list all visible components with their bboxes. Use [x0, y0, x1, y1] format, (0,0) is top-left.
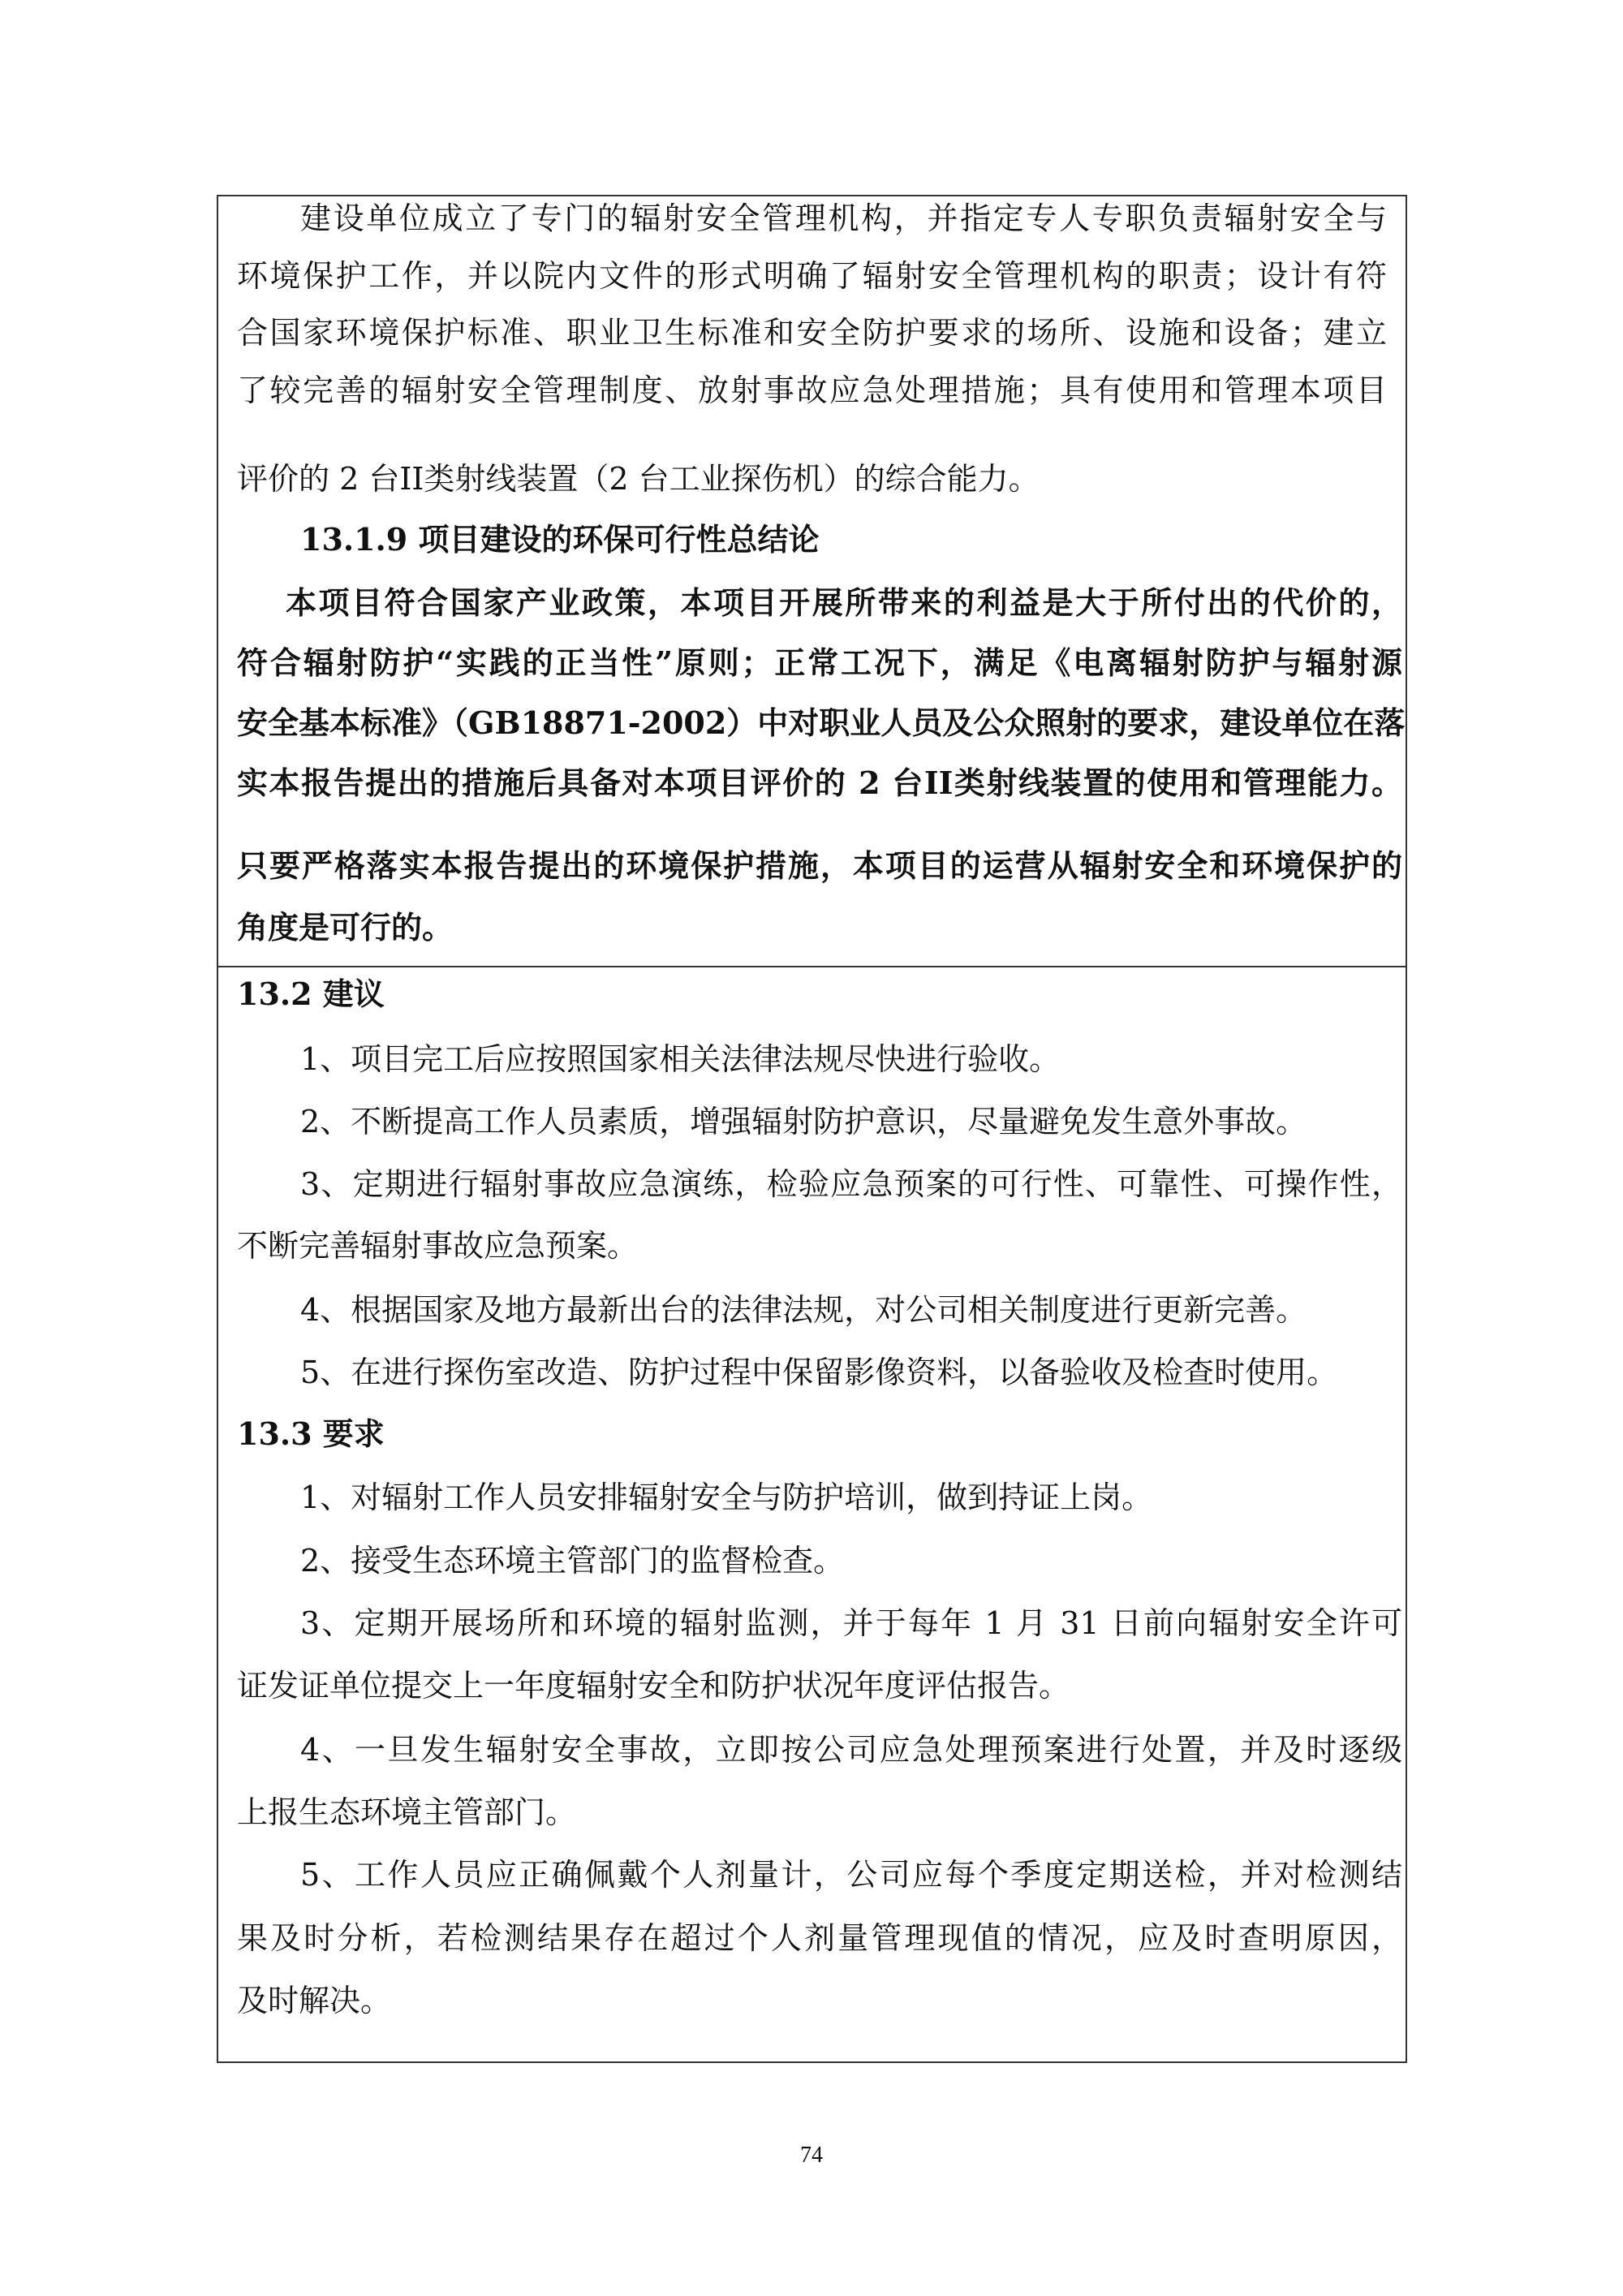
requirement-line: 4、一旦发生辐射安全事故，立即按公司应急处理预案进行处置，并及时逐级 [300, 1732, 1402, 1768]
conclusion-line: 安全基本标准》（GB18871-2002）中对职业人员及公众照射的要求，建设单位在落 [237, 704, 1406, 741]
paragraph-line: 环境保护工作，并以院内文件的形式明确了辐射安全管理机构的职责；设计有符 [237, 258, 1387, 294]
paragraph-line: 建设单位成立了专门的辐射安全管理机构，并指定专人专职负责辐射安全与 [300, 200, 1387, 236]
paragraph-line: 合国家环境保护标准、职业卫生标准和安全防护要求的场所、设施和设备；建立 [237, 315, 1387, 351]
conclusion-line: 符合辐射防护“实践的正当性”原则；正常工况下，满足《电离辐射防护与辐射源 [237, 644, 1402, 681]
requirement-line: 上报生态环境主管部门。 [237, 1794, 577, 1830]
suggestion-line: 4、根据国家及地方最新出台的法律法规，对公司相关制度进行更新完善。 [300, 1292, 1307, 1328]
section-heading-13-2: 13.2 建议 [237, 976, 385, 1012]
section-heading-13-3: 13.3 要求 [237, 1415, 385, 1452]
paragraph-line: 评价的 2 台II类射线装置（2 台工业探伤机）的综合能力。 [237, 461, 1040, 497]
conclusion-line: 角度是可行的。 [237, 909, 454, 946]
conclusion-line: 实本报告提出的措施后具备对本项目评价的 2 台II类射线装置的使用和管理能力。 [237, 765, 1402, 801]
conclusion-line: 只要严格落实本报告提出的环境保护措施，本项目的运营从辐射安全和环境保护的 [237, 847, 1402, 884]
suggestion-line: 不断完善辐射事故应急预案。 [237, 1228, 639, 1264]
requirement-line: 2、接受生态环境主管部门的监督检查。 [300, 1543, 845, 1579]
requirement-line: 5、工作人员应正确佩戴个人剂量计，公司应每个季度定期送检，并对检测结 [300, 1857, 1402, 1893]
requirement-line: 及时解决。 [237, 1983, 392, 2018]
requirement-line: 证发证单位提交上一年度辐射安全和防护状况年度评估报告。 [237, 1668, 1070, 1704]
subsection-heading: 13.1.9 项目建设的环保可行性总结论 [300, 521, 820, 558]
suggestion-line: 3、定期进行辐射事故应急演练，检验应急预案的可行性、可靠性、可操作性， [300, 1166, 1402, 1202]
conclusion-line: 本项目符合国家产业政策，本项目开展所带来的利益是大于所付出的代价的， [286, 584, 1402, 621]
suggestion-line: 5、在进行探伤室改造、防护过程中保留影像资料，以备验收及检查时使用。 [300, 1355, 1338, 1390]
table-row-divider [217, 966, 1407, 967]
paragraph-line: 了较完善的辐射安全管理制度、放射事故应急处理措施；具有使用和管理本项目 [237, 373, 1387, 408]
suggestion-line: 2、不断提高工作人员素质，增强辐射防护意识，尽量避免发生意外事故。 [300, 1104, 1307, 1139]
requirement-line: 果及时分析，若检测结果存在超过个人剂量管理现值的情况，应及时查明原因， [237, 1920, 1402, 1956]
requirement-line: 3、定期开展场所和环境的辐射监测，并于每年 1 月 31 日前向辐射安全许可 [300, 1605, 1402, 1641]
page-number: 74 [800, 2143, 823, 2168]
suggestion-line: 1、项目完工后应按照国家相关法律法规尽快进行验收。 [300, 1041, 1061, 1077]
requirement-line: 1、对辐射工作人员安排辐射安全与防护培训，做到持证上岗。 [300, 1480, 1153, 1515]
